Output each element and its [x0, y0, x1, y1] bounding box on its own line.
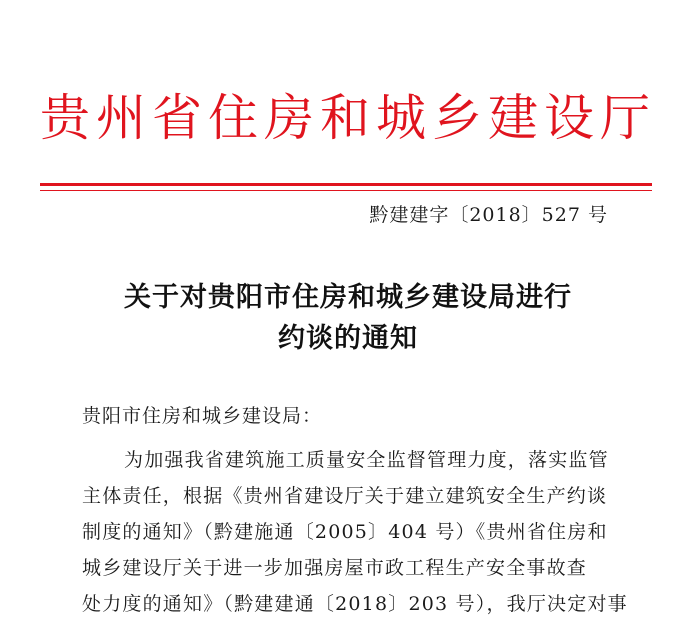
document-title-line-1: 关于对贵阳市住房和城乡建设局进行 [124, 282, 572, 313]
body-paragraph-line: 处力度的通知》（黔建建通〔2018〕203 号），我厅决定对事 [82, 593, 628, 615]
body-paragraph-line: 制度的通知》（黔建施通〔2005〕404 号）《贵州省住房和 [82, 521, 608, 543]
letterhead-red-rule-thin [40, 190, 652, 191]
letterhead-red-rule [40, 183, 652, 186]
body-paragraph-line: 为加强我省建筑施工质量安全监督管理力度，落实监管 [124, 449, 609, 471]
body-paragraph-line: 城乡建设厅关于进一步加强房屋市政工程生产安全事故查 [82, 557, 588, 579]
salutation: 贵阳市住房和城乡建设局： [82, 405, 323, 427]
document-number: 黔建建字〔2018〕527 号 [369, 204, 608, 226]
issuer-letterhead: 贵州省住房和城乡建设厅 [40, 89, 656, 147]
body-paragraph-line: 主体责任，根据《贵州省建设厅关于建立建筑安全生产约谈 [82, 485, 608, 507]
document-title-line-2: 约谈的通知 [278, 323, 418, 354]
